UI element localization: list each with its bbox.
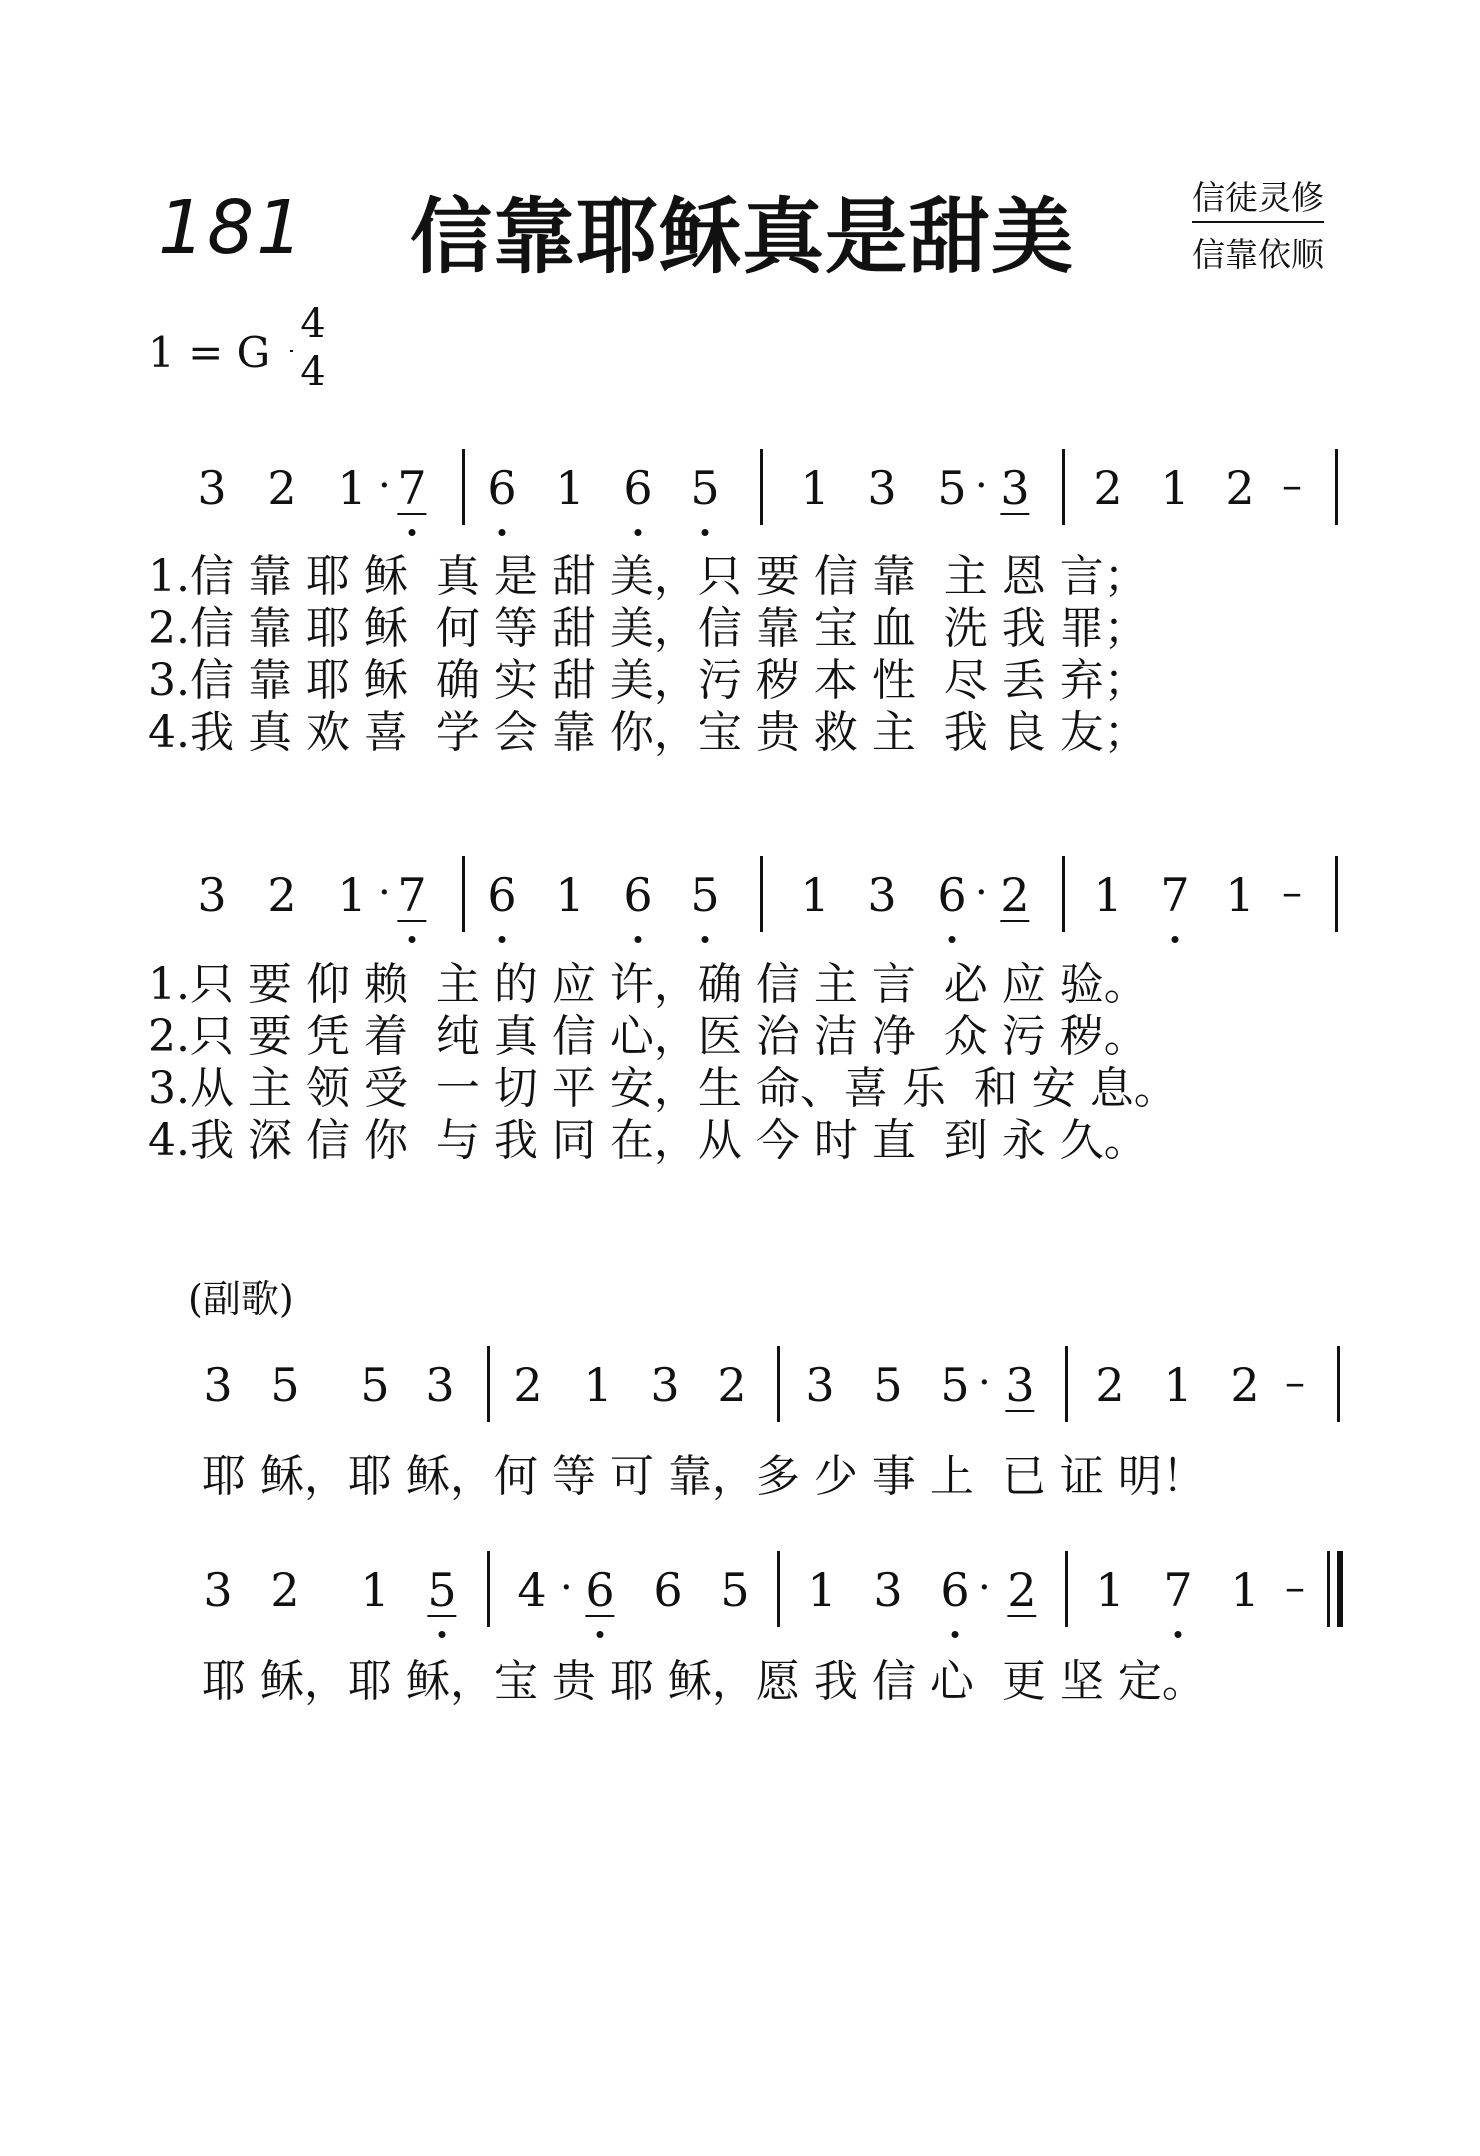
octave-dot [635, 529, 642, 536]
octave-dot [952, 1631, 959, 1638]
note: 6 [487, 461, 517, 515]
hymn-title: 信靠耶稣真是甜美 [410, 190, 1075, 285]
note: 5 [873, 1358, 903, 1412]
note: 6 [653, 1563, 683, 1617]
bar-line [487, 1346, 490, 1422]
note: 1 [1093, 868, 1123, 922]
note: 7 [1160, 868, 1190, 922]
lyric-line: 耶 稣，耶 稣，宝 贵 耶 稣，愿 我 信 心 更 坚 定。 [202, 1656, 1206, 1707]
note: 3 [867, 461, 897, 515]
note: 3 [197, 868, 227, 922]
note: 1 [1163, 1358, 1193, 1412]
octave-dot [439, 1631, 446, 1638]
note: 3 [650, 1358, 680, 1412]
sustain-dash: – [1282, 870, 1302, 916]
sustain-dash: – [1285, 1360, 1305, 1406]
time-signature-line [290, 350, 293, 352]
note: 5 [360, 1358, 390, 1412]
bar-line [760, 449, 763, 525]
category-bottom: 信靠依顺 [1192, 235, 1324, 274]
note: 6 [623, 461, 653, 515]
category-top: 信徒灵修 [1192, 172, 1324, 223]
note: 3 [425, 1358, 455, 1412]
note: 3 [805, 1358, 835, 1412]
octave-dot [635, 936, 642, 943]
note: 5 [940, 1358, 970, 1412]
bar-line [1065, 1346, 1068, 1422]
note: 1 [1230, 1563, 1260, 1617]
note: 2 [1000, 868, 1030, 922]
note: 2 [270, 1563, 300, 1617]
note: 6 [940, 1563, 970, 1617]
time-signature-top: 4 [300, 301, 326, 347]
octave-dot [499, 936, 506, 943]
note: 1 [1095, 1563, 1125, 1617]
bar-line [1337, 1346, 1340, 1422]
bar-line [1065, 1551, 1068, 1627]
lyric-line: 耶 稣，耶 稣，何 等 可 靠，多 少 事 上 已 证 明！ [202, 1451, 1206, 1502]
note: 3 [1005, 1358, 1035, 1412]
octave-dot [1175, 1631, 1182, 1638]
note: 6 [585, 1563, 615, 1617]
note: 3 [197, 461, 227, 515]
note: 1 [800, 868, 830, 922]
note: 2 [1230, 1358, 1260, 1412]
note: 1 [337, 461, 367, 515]
note: 7 [1163, 1563, 1193, 1617]
bar-line [777, 1346, 780, 1422]
time-signature-bottom: 4 [300, 349, 326, 395]
augmentation-dot: · [378, 463, 391, 509]
note: 5 [720, 1563, 750, 1617]
octave-dot [409, 936, 416, 943]
note: 5 [427, 1563, 457, 1617]
note: 1 [360, 1563, 390, 1617]
bar-line [1337, 1551, 1343, 1627]
note: 3 [1000, 461, 1030, 515]
octave-dot [949, 936, 956, 943]
bar-line [1062, 449, 1065, 525]
note: 6 [623, 868, 653, 922]
category [1192, 172, 1324, 276]
augmentation-dot: · [978, 1565, 991, 1611]
note: 1 [583, 1358, 613, 1412]
augmentation-dot: · [378, 870, 391, 916]
bar-line [1327, 1551, 1330, 1627]
augmentation-dot: · [975, 463, 988, 509]
lyric-line: 1.信 靠 耶 稣 真 是 甜 美，只 要 信 靠 主 恩 言； [148, 551, 1148, 602]
note: 6 [937, 868, 967, 922]
time-signature [290, 300, 336, 396]
note: 5 [690, 461, 720, 515]
note: 5 [937, 461, 967, 515]
note: 1 [555, 461, 585, 515]
note: 1 [337, 868, 367, 922]
augmentation-dot: · [978, 1360, 991, 1406]
note: 1 [1225, 868, 1255, 922]
bar-line [487, 1551, 490, 1627]
bar-line [1062, 856, 1065, 932]
note: 4 [517, 1563, 547, 1617]
note: 2 [717, 1358, 747, 1412]
note: 2 [1095, 1358, 1125, 1412]
octave-dot [702, 529, 709, 536]
note: 1 [1160, 461, 1190, 515]
note: 6 [487, 868, 517, 922]
note: 7 [397, 868, 427, 922]
bar-line [1335, 449, 1338, 525]
note: 2 [1225, 461, 1255, 515]
note: 3 [867, 868, 897, 922]
note: 2 [513, 1358, 543, 1412]
chorus-label: (副歌) [188, 1277, 294, 1321]
lyric-line: 2.只 要 凭 着 纯 真 信 心，医 治 洁 净 众 污 秽。 [148, 1011, 1148, 1062]
note: 5 [270, 1358, 300, 1412]
note: 3 [873, 1563, 903, 1617]
bar-line [462, 449, 465, 525]
octave-dot [409, 529, 416, 536]
bar-line [777, 1551, 780, 1627]
sustain-dash: – [1285, 1565, 1305, 1611]
lyric-line: 4.我 真 欢 喜 学 会 靠 你，宝 贵 救 主 我 良 友； [148, 707, 1148, 758]
lyric-line: 1.只 要 仰 赖 主 的 应 许，确 信 主 言 必 应 验。 [148, 959, 1148, 1010]
note: 5 [690, 868, 720, 922]
key-signature: 1 = G [148, 328, 271, 377]
note: 1 [555, 868, 585, 922]
note: 1 [800, 461, 830, 515]
lyric-line: 4.我 深 信 你 与 我 同 在，从 今 时 直 到 永 久。 [148, 1115, 1148, 1166]
lyric-line: 3.从 主 领 受 一 切 平 安，生 命、喜 乐 和 安 息。 [148, 1063, 1178, 1114]
octave-dot [702, 936, 709, 943]
note: 3 [203, 1563, 233, 1617]
note: 2 [1093, 461, 1123, 515]
bar-line [1335, 856, 1338, 932]
sustain-dash: – [1282, 463, 1302, 509]
augmentation-dot: · [975, 870, 988, 916]
bar-line [462, 856, 465, 932]
lyric-line: 2.信 靠 耶 稣 何 等 甜 美，信 靠 宝 血 洗 我 罪； [148, 603, 1148, 654]
octave-dot [499, 529, 506, 536]
lyric-line: 3.信 靠 耶 稣 确 实 甜 美，污 秽 本 性 尽 丢 弃； [148, 655, 1148, 706]
octave-dot [597, 1631, 604, 1638]
note: 2 [267, 461, 297, 515]
hymn-number: 181 [158, 185, 306, 271]
octave-dot [1172, 936, 1179, 943]
bar-line [760, 856, 763, 932]
augmentation-dot: · [560, 1565, 573, 1611]
note: 1 [807, 1563, 837, 1617]
note: 3 [203, 1358, 233, 1412]
note: 2 [1007, 1563, 1037, 1617]
note: 7 [397, 461, 427, 515]
note: 2 [267, 868, 297, 922]
